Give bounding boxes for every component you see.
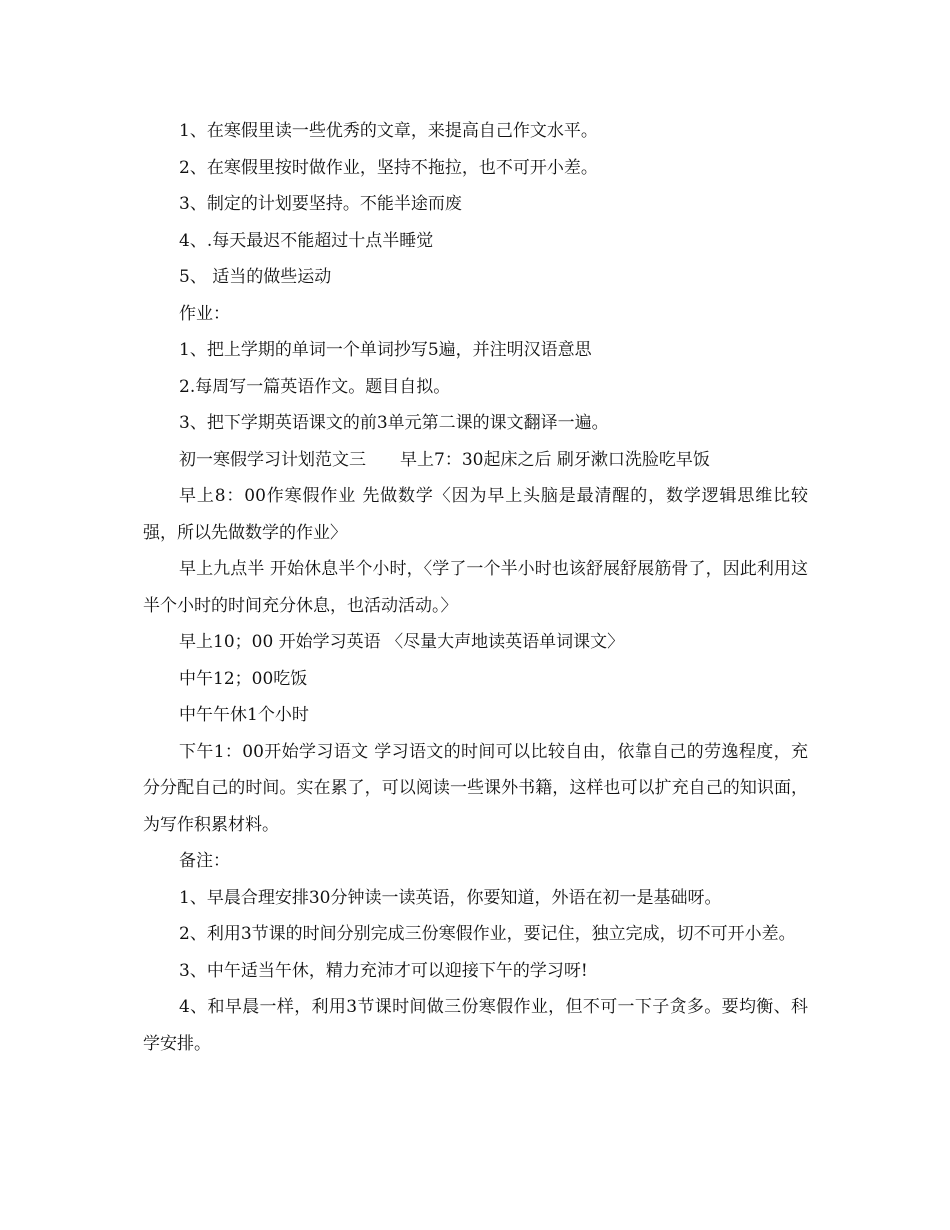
paragraph: 2、利用3节课的时间分别完成三份寒假作业，要记住，独立完成，切不可开小差。 — [179, 924, 796, 944]
paragraph: 早上10；00 开始学习英语 〈尽量大声地读英语单词课文〉 — [179, 632, 625, 652]
paragraph: 3、制定的计划要坚持。不能半途而废 — [179, 194, 462, 214]
paragraph: 1、早晨合理安排30分钟读一读英语，你要知道，外语在初一是基础呀。 — [179, 887, 722, 908]
paragraph: 中午12；00吃饭 — [179, 668, 308, 689]
paragraph: 3、把下学期英语课文的前3单元第二课的课文翻译一遍。 — [179, 413, 609, 433]
paragraph: 1、把上学期的单词一个单词抄写5遍，并注明汉语意思 — [179, 340, 592, 360]
document-body — [143, 113, 808, 1062]
paragraph: 4、.每天最迟不能超过十点半睡觉 — [179, 230, 434, 251]
section-heading-notes: 备注： — [179, 851, 230, 871]
paragraph: 5、 适当的做些运动 — [179, 267, 332, 287]
paragraph: 2、在寒假里按时做作业，坚持不拖拉，也不可开小差。 — [179, 157, 598, 178]
paragraph: 2.每周写一篇英语作文。题目自拟。 — [179, 376, 451, 397]
paragraph: 下午1：00开始学习语文 学习语文的时间可以比较自由，依靠自己的劳逸程度，充分分配自己的时间。实在累了，可以阅读一些课外书籍，这样也可以扩充自己的知识面，为写作积累材料。 — [143, 741, 808, 835]
paragraph: 初一寒假学习计划范文三 早上7：30起床之后 刷牙漱口洗脸吃早饭 — [179, 449, 710, 470]
paragraph: 1、在寒假里读一些优秀的文章，来提高自己作文水平。 — [179, 121, 598, 141]
paragraph: 早上九点半 开始休息半个小时，〈学了一个半小时也该舒展舒展筋骨了，因此利用这半个小时的时间充分休息，也活动活动。〉 — [143, 559, 808, 616]
paragraph: 中午午休1个小时 — [179, 705, 309, 725]
paragraph: 早上8：00作寒假作业 先做数学〈因为早上头脑是最清醒的，数学逻辑思维比较强，所以先做数学的作业〉 — [143, 486, 808, 543]
paragraph: 3、中午适当午休，精力充沛才可以迎接下午的学习呀! — [179, 960, 588, 981]
section-heading-homework: 作业： — [179, 303, 230, 324]
paragraph: 4、和早晨一样，利用3节课时间做三份寒假作业，但不可一下子贪多。要均衡、科学安排。 — [143, 997, 808, 1054]
